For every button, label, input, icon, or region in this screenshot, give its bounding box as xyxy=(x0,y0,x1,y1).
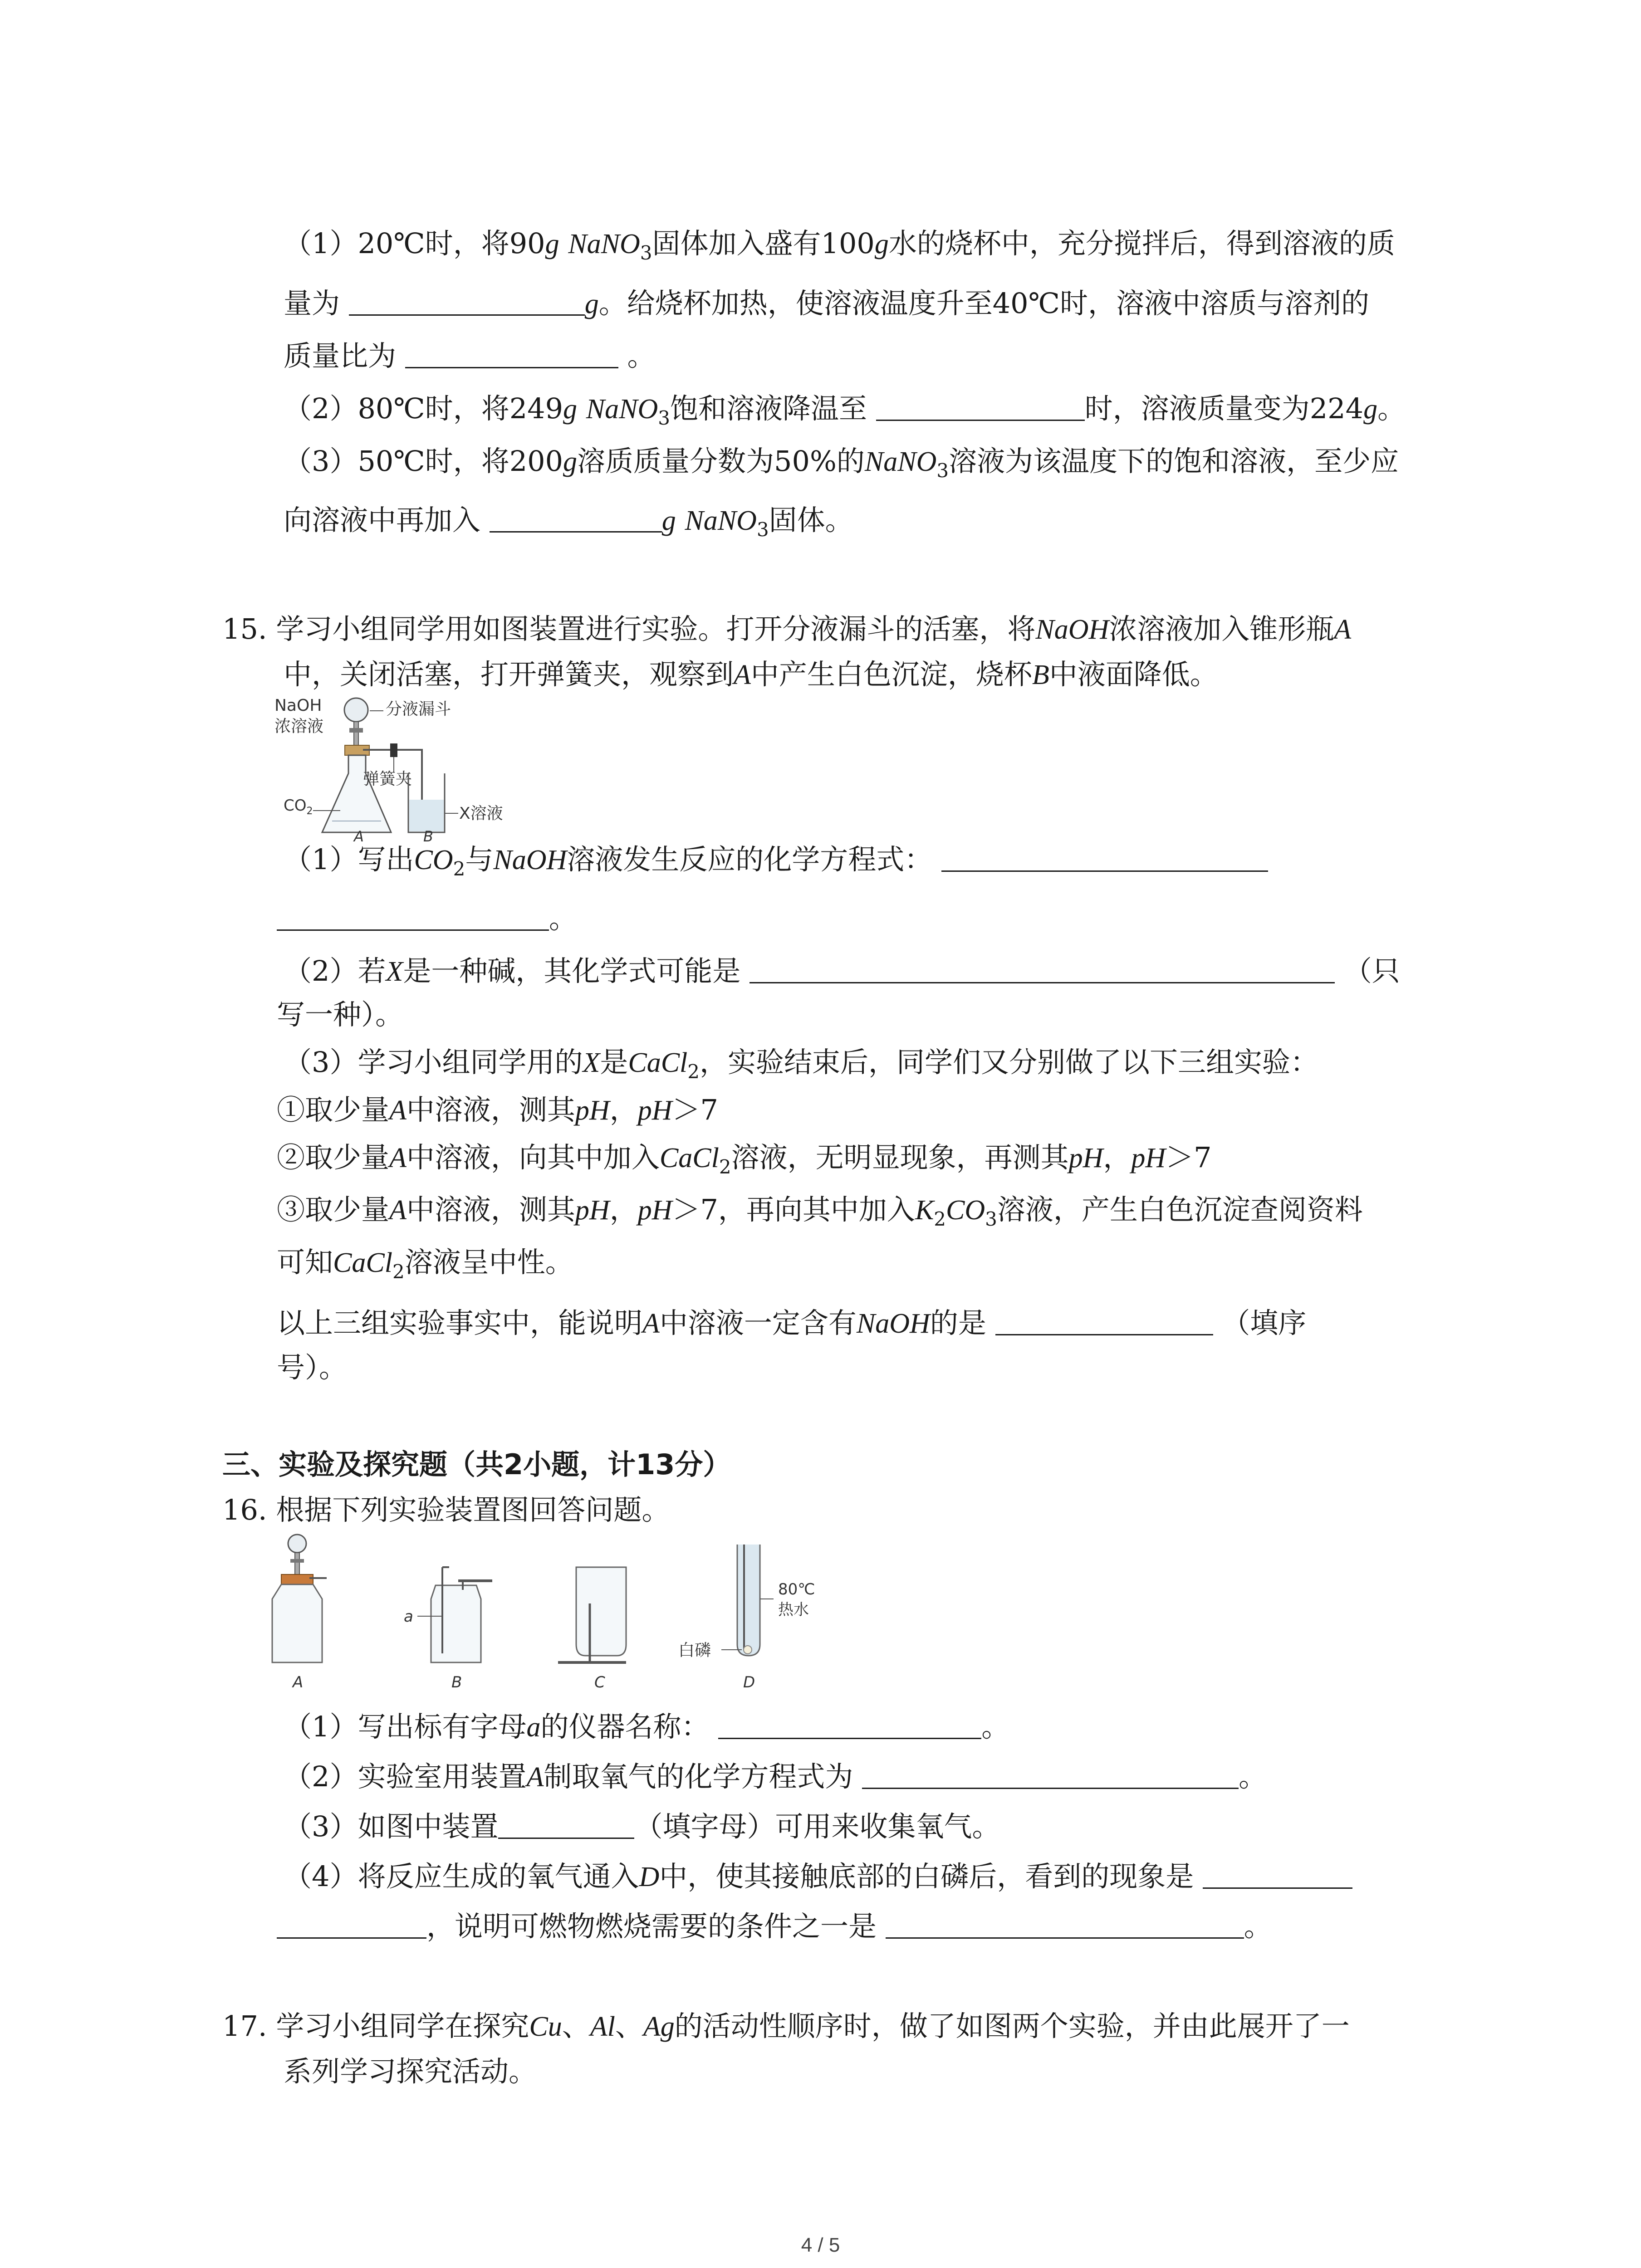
label-apparatus-b: B xyxy=(451,1673,462,1691)
label-80c: 80℃ xyxy=(778,1580,815,1598)
label-a: A xyxy=(354,828,364,841)
label-white-phosphorus: 白磷 xyxy=(678,1641,711,1660)
q15-conclusion-line2: 号）。 xyxy=(277,1351,348,1384)
label-b: B xyxy=(423,828,433,841)
answer-blank-equation-part2[interactable] xyxy=(277,903,549,931)
q16-sub3: （3）如图中装置 （填字母）可用来收集氧气。 xyxy=(284,1810,1000,1843)
q16-sub4-line1: （4）将反应生成的氧气通入D中，使其接触底部的白磷后，看到的现象是 xyxy=(284,1860,1352,1894)
answer-blank-collection-apparatus[interactable] xyxy=(498,1811,634,1839)
q15-experiment-1: ①取少量A中溶液，测其pH，pH＞7 xyxy=(277,1093,718,1126)
apparatus-a xyxy=(272,1535,327,1662)
q16-sub4-line2: ，说明可燃物燃烧需要的条件之一是 。 xyxy=(277,1910,1272,1943)
label-apparatus-d: D xyxy=(743,1673,755,1691)
funnel-bulb xyxy=(344,698,368,722)
q15-stem-line2: 中，关闭活塞，打开弹簧夹，观察到A中产生白色沉淀，烧杯B中液面降低。 xyxy=(284,658,1218,691)
q15-conclusion-line1: 以上三组实验事实中，能说明A中溶液一定含有NaOH的是 （填序 xyxy=(277,1306,1307,1339)
answer-blank-temperature[interactable] xyxy=(876,393,1085,421)
q14-part1-line1: （1）20℃时，将90g NaNO$_3$固体加入盛有100g水的烧杯中，充分搅拌后，得到溶液的质 xyxy=(284,227,1395,264)
answer-blank-mass-ratio[interactable] xyxy=(405,341,618,368)
apparatus-c xyxy=(558,1567,626,1662)
question-number: 16. xyxy=(222,1493,267,1526)
q15-experiment-2: ②取少量A中溶液，向其中加入CaCl$_2$溶液，无明显现象，再测其pH，pH＞7 xyxy=(277,1141,1212,1178)
label-naoh: NaOH xyxy=(274,696,322,715)
q16-sub1: （1）写出标有字母a的仪器名称： 。 xyxy=(284,1710,1010,1743)
q17-stem-line2: 系列学习探究活动。 xyxy=(284,2055,537,2088)
q14-part2: （2）80℃时，将249g NaNO$_3$饱和溶液降温至 时，溶液质量变为224g。 xyxy=(284,392,1406,429)
question-number: 17. xyxy=(222,2009,267,2043)
q14-part1-line2: 量为 g。给烧杯加热，使溶液温度升至40℃时，溶液中溶质与溶剂的 xyxy=(284,287,1369,320)
label-hot-water: 热水 xyxy=(778,1601,809,1619)
label-co2: $CO_2$ xyxy=(284,797,313,817)
label-instrument-a: a xyxy=(404,1608,413,1626)
q15-stem-line1: 15. 学习小组同学用如图装置进行实验。打开分液漏斗的活塞，将NaOH浓溶液加入锥形瓶A xyxy=(222,612,1352,645)
q15-experiment-3-line1: ③取少量A中溶液，测其pH，pH＞7，再向其中加入$K_2CO_3$溶液，产生白色沉淀查阅资料 xyxy=(277,1193,1363,1230)
q14-part3-line1: （3）50℃时，将200g溶质质量分数为50%的NaNO$_3$溶液为该温度下的饱和溶液，至少应 xyxy=(284,445,1399,482)
answer-blank-oxygen-equation[interactable] xyxy=(862,1761,1239,1789)
q15-sub2-line2: 写一种）。 xyxy=(277,998,404,1031)
answer-blank-instrument-name[interactable] xyxy=(718,1711,981,1739)
apparatus-d xyxy=(721,1545,774,1656)
answer-blank-added-mass[interactable] xyxy=(490,505,662,533)
q15-experiment-3-line2: 可知CaCl$_2$溶液呈中性。 xyxy=(277,1246,573,1283)
q14-part3-line2: 向溶液中再加入 g NaNO$_3$固体。 xyxy=(284,503,853,541)
label-apparatus-a: A xyxy=(293,1673,304,1691)
q15-sub3: （3）学习小组同学用的X是CaCl$_2$，实验结束后，同学们又分别做了以下三组实验： xyxy=(284,1046,1319,1083)
q16-apparatus-figure xyxy=(268,1531,871,1694)
answer-blank-solution-mass[interactable] xyxy=(349,288,585,316)
q15-sub1-line1: （1）写出$CO_2$与NaOH溶液发生反应的化学方程式： xyxy=(284,843,1268,886)
label-x-solution: X溶液 xyxy=(459,804,503,823)
q16-stem: 16. 根据下列实验装置图回答问题。 xyxy=(222,1493,670,1526)
q15-sub1-line2: 。 xyxy=(277,902,577,935)
answer-blank-phenomenon-part1[interactable] xyxy=(1203,1861,1352,1889)
label-concentrated-solution: 浓溶液 xyxy=(274,717,324,736)
answer-blank-base-formula[interactable] xyxy=(749,956,1335,983)
label-apparatus-c: C xyxy=(594,1673,605,1691)
answer-blank-equation-part1[interactable] xyxy=(941,844,1268,872)
q14-part1-line3: 质量比为 。 xyxy=(284,339,656,372)
question-number: 15. xyxy=(222,612,267,645)
q17-stem-line1: 17. 学习小组同学在探究Cu、Al、Ag的活动性顺序时，做了如图两个实验，并由此展开了一 xyxy=(222,2009,1350,2043)
q16-sub2: （2）实验室用装置A制取氧气的化学方程式为 。 xyxy=(284,1760,1267,1793)
q15-sub2-line1: （2）若X是一种碱，其化学式可能是 （只 xyxy=(284,954,1400,987)
page-number: 4 / 5 xyxy=(801,2234,840,2256)
spring-clamp xyxy=(390,743,397,757)
label-spring-clamp: 弹簧夹 xyxy=(363,770,412,788)
answer-blank-combustion-condition[interactable] xyxy=(886,1911,1244,1939)
apparatus-b xyxy=(417,1567,492,1662)
label-separatory-funnel: 分液漏斗 xyxy=(386,700,451,719)
q15-apparatus-figure xyxy=(272,692,581,841)
answer-blank-phenomenon-part2[interactable] xyxy=(277,1911,426,1939)
answer-blank-experiment-number[interactable] xyxy=(995,1308,1213,1335)
section-heading: 三、实验及探究题（共2小题，计13分） xyxy=(222,1448,731,1481)
